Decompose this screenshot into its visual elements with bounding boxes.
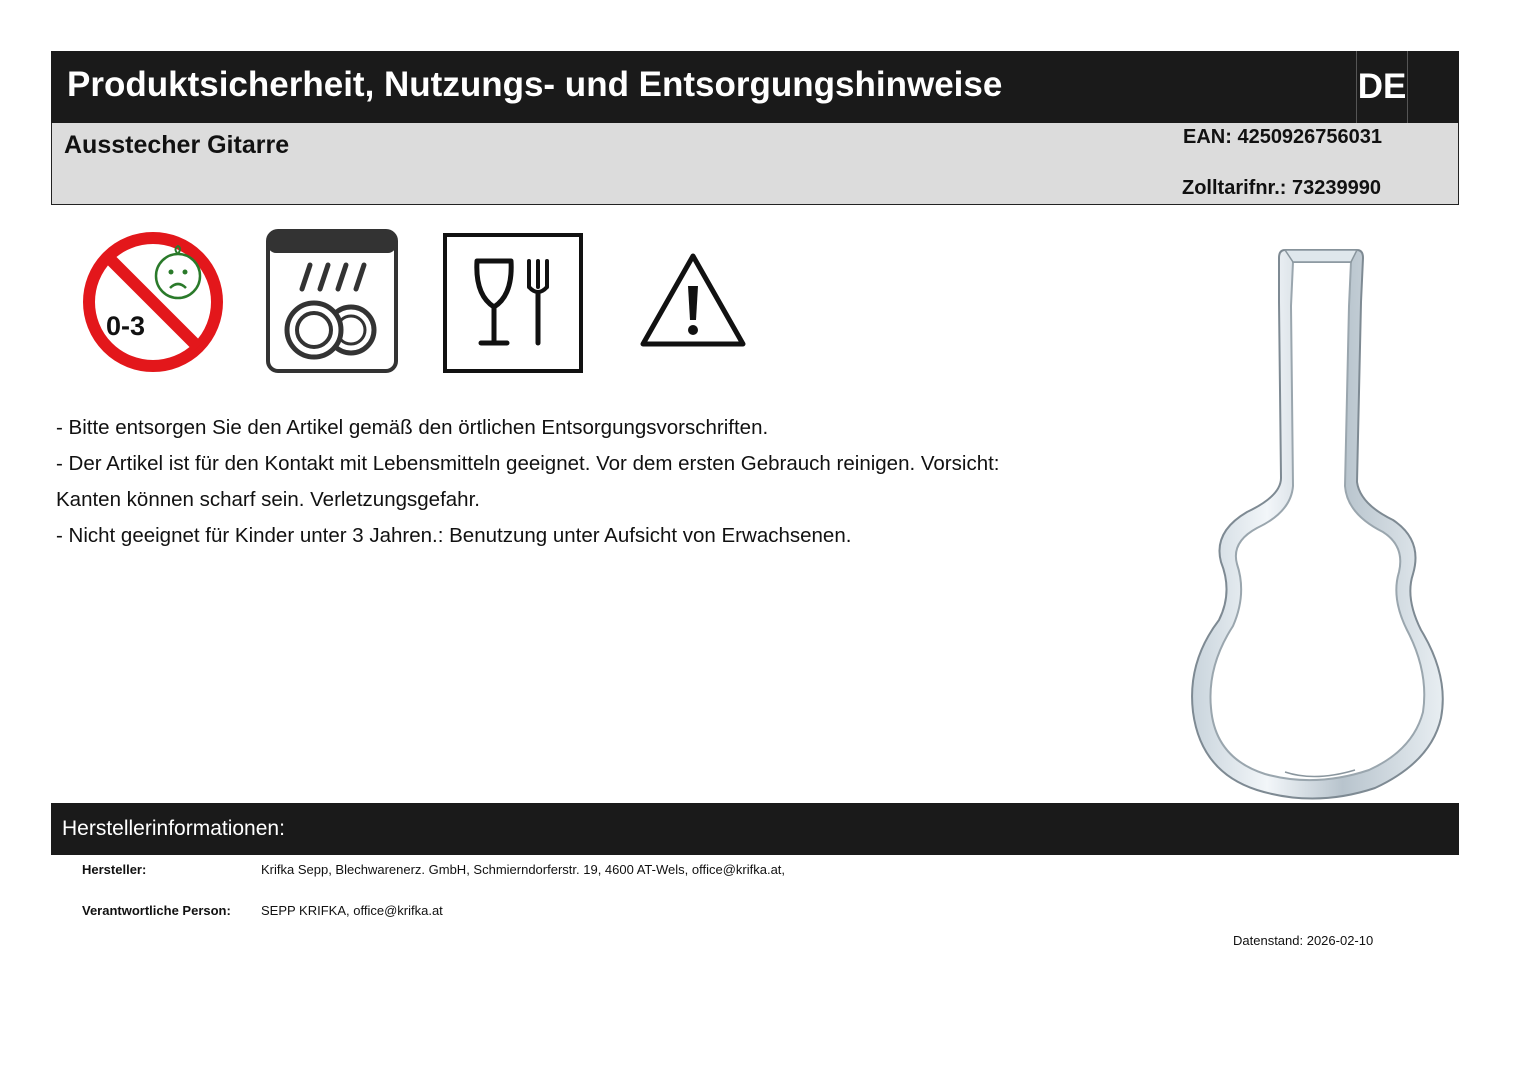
product-image [1185,242,1447,804]
warning-triangle-icon [637,250,749,350]
manufacturer-label: Hersteller: [82,862,147,877]
ean-code: EAN: 4250926756031 [1183,126,1383,148]
note-line: - Nicht geeignet für Kinder unter 3 Jahren.: Benutzung unter Aufsicht von Erwachsenen. [56,524,852,547]
manufacturer-value: Krifka Sepp, Blechwarenerz. GmbH, Schmierndorferstr. 19, 4600 AT-Wels, office@krifka.at, [261,862,786,877]
responsible-person-value: SEPP KRIFKA, office@krifka.at [261,903,443,918]
manufacturer-section-bar [51,803,1459,855]
data-date: Datenstand: 2026-02-10 [1233,933,1374,948]
product-bar [51,123,1459,205]
food-safe-icon [443,233,583,373]
dishwasher-safe-icon [266,229,398,373]
manufacturer-section-title: Herstellerinformationen: [62,817,285,840]
header-bar [51,51,1459,123]
page-title: Produktsicherheit, Nutzungs- und Entsorgungshinweise [67,65,1003,104]
note-line: - Bitte entsorgen Sie den Artikel gemäß den örtlichen Entsorgungsvorschriften. [56,416,769,439]
language-badge: DE [1356,51,1408,123]
customs-number: Zolltarifnr.: 73239990 [1182,177,1381,199]
note-line: Kanten können scharf sein. Verletzungsgefahr. [56,488,480,511]
age-range-label: 0-3 [106,311,146,341]
note-line: - Der Artikel ist für den Kontakt mit Lebensmitteln geeignet. Vor dem ersten Gebrauch reinigen. Vorsicht: [56,452,1000,475]
product-name: Ausstecher Gitarre [64,131,290,159]
responsible-person-label: Verantwortliche Person: [82,903,231,918]
not-for-children-icon [80,229,226,375]
usage-notes [56,410,1116,554]
